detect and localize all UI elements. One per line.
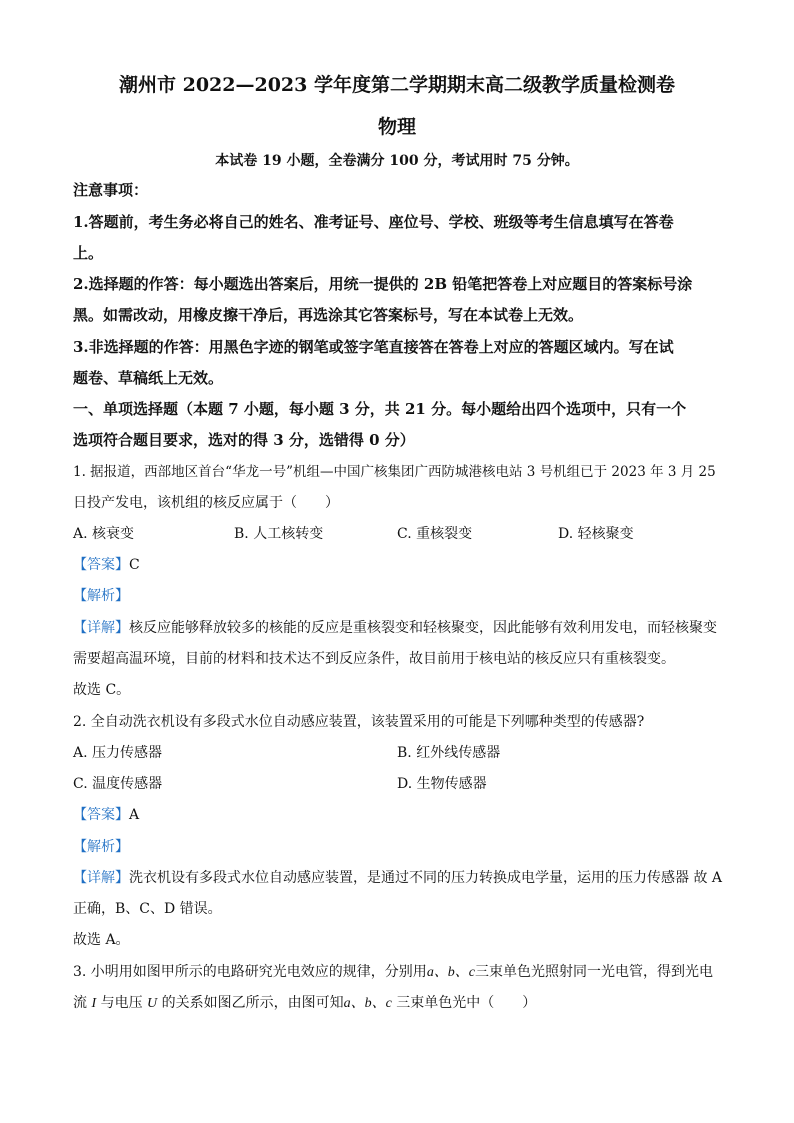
q2-option-a: A. 压力传感器: [73, 745, 163, 761]
q2-option-b: B. 红外线传感器: [397, 745, 501, 761]
q3-stem-text-6: 三束单色光中（ ）: [391, 995, 537, 1011]
q2-conclusion: 故选 A。: [73, 932, 130, 948]
q3-current-symbol: I: [91, 996, 97, 1011]
q3-stem-line-1: [73, 962, 713, 983]
q1-analysis-tag: 【解析】: [73, 588, 129, 604]
exam-info: 本试卷 19 小题，全卷满分 100 分，考试用时 75 分钟。: [215, 153, 579, 169]
note-3-line-2: 题卷、草稿纸上无效。: [73, 369, 224, 387]
q3-stem-text-4: 与电压: [96, 995, 148, 1011]
note-1-line-1: 1.答题前，考生务必将自己的姓名、准考证号、座位号、学校、班级等考生信息填写在答卷: [73, 213, 674, 231]
q1-option-c: C. 重核裂变: [397, 526, 473, 542]
note-3-line-1: 3.非选择题的作答：用黑色字迹的钢笔或签字笔直接答在答卷上对应的答题区域内。写在试: [73, 338, 674, 356]
q3-stem-text-1: 3. 小明用如图甲所示的电路研究光电效应的规律，分别用: [73, 964, 427, 980]
section-1-heading-line-1: 一、单项选择题（本题 7 小题，每小题 3 分，共 21 分。每小题给出四个选项中，只有一个: [73, 400, 687, 418]
q2-analysis-tag: 【解析】: [73, 839, 129, 855]
q3-light-labels: a、b、c: [426, 965, 476, 980]
note-2-line-1: 2.选择题的作答：每小题选出答案后，用统一提供的 2B 铅笔把答卷上对应题目的答案标号涂: [73, 275, 693, 293]
q2-detail-line-2: 正确，B、C、D 错误。: [73, 901, 222, 917]
q1-stem-line-1: 1. 据报道，西部地区首台“华龙一号”机组—中国广核集团广西防城港核电站 3 号机组已于 2023 年 3 月 25: [73, 464, 716, 480]
q3-voltage-symbol: U: [147, 996, 158, 1011]
detail-tag: 【详解】: [73, 870, 129, 886]
detail-tag: 【详解】: [73, 620, 129, 636]
q1-option-d: D. 轻核聚变: [558, 526, 634, 542]
q3-stem-text-2: 三束单色光照射同一光电管，得到光电: [475, 964, 714, 980]
q1-detail-line-2: 需要超高温环境，目前的材料和技术达不到反应条件，故目前用于核电站的核反应只有重核裂变。: [73, 651, 675, 667]
q2-answer-row: [73, 805, 139, 825]
q3-stem-text-3: 流: [73, 995, 92, 1011]
exam-title: 潮州市 2022—2023 学年度第二学期期末高二级教学质量检测卷: [119, 74, 675, 96]
answer-tag: 【答案】: [73, 807, 129, 823]
note-1-line-2: 上。: [73, 244, 104, 262]
q1-detail-text-1: 核反应能够释放较多的核能的反应是重核裂变和轻核聚变，因此能够有效利用发电，而轻核聚变: [129, 620, 717, 636]
q3-light-labels-2: a、b、c: [343, 996, 392, 1011]
q2-detail-text-1: 洗衣机设有多段式水位自动感应装置，是通过不同的压力转换成电学量，运用的压力传感器 故 A: [129, 870, 723, 886]
q2-detail-line-1: [73, 868, 722, 888]
q2-option-d: D. 生物传感器: [397, 776, 487, 792]
q2-stem: 2. 全自动洗衣机设有多段式水位自动感应装置，该装置采用的可能是下列哪种类型的传感器?: [73, 714, 645, 730]
q1-answer: C: [129, 557, 140, 573]
q1-option-b: B. 人工核转变: [234, 526, 324, 542]
notes-heading: 注意事项：: [73, 181, 149, 199]
subject-title: 物理: [377, 116, 416, 138]
q2-option-c: C. 温度传感器: [73, 776, 163, 792]
q1-conclusion: 故选 C。: [73, 682, 131, 698]
q2-answer: A: [129, 807, 140, 823]
q1-stem-line-2: 日投产发电，该机组的核反应属于（ ）: [73, 495, 339, 511]
note-2-line-2: 黑。如需改动，用橡皮擦干净后，再选涂其它答案标号，写在本试卷上无效。: [73, 306, 584, 324]
q1-option-a: A. 核衰变: [73, 526, 135, 542]
q3-stem-line-2: [73, 993, 536, 1014]
q1-answer-row: [73, 555, 140, 575]
answer-tag: 【答案】: [73, 557, 129, 573]
q3-stem-text-5: 的关系如图乙所示，由图可知: [157, 995, 344, 1011]
q1-detail-line-1: [73, 618, 717, 638]
section-1-heading-line-2: 选项符合题目要求，选对的得 3 分，选错得 0 分）: [73, 431, 415, 449]
